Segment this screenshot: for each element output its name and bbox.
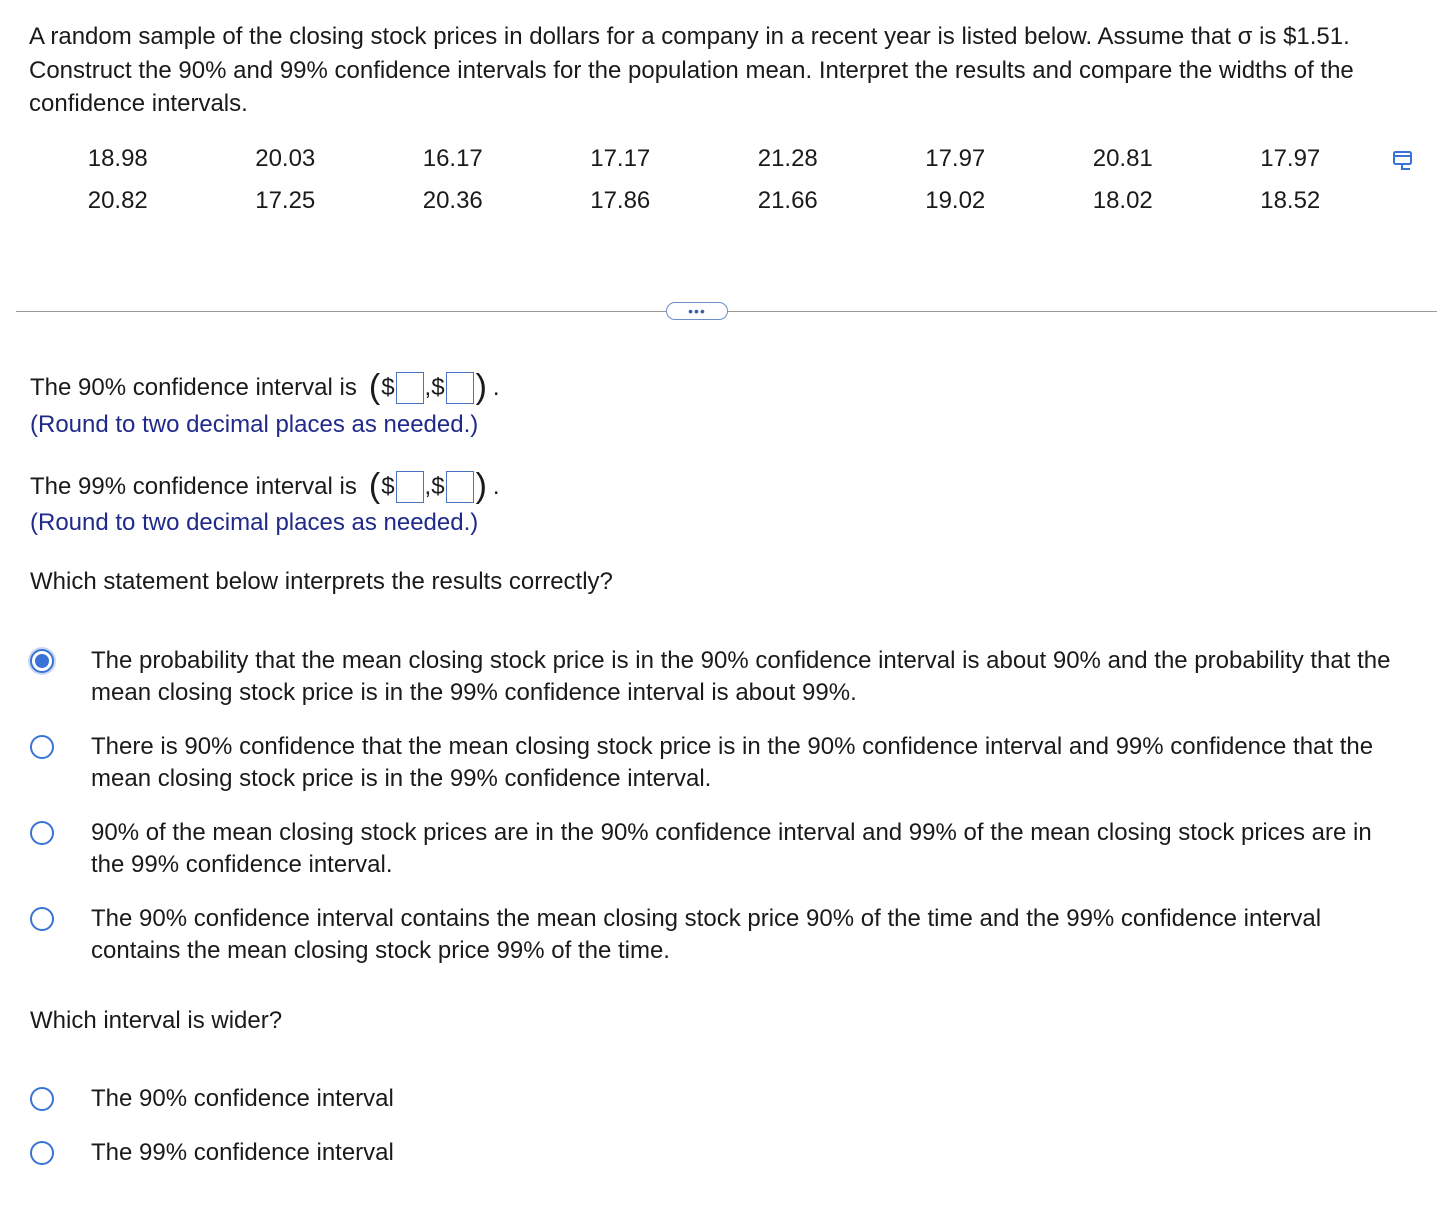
ci99-line (30, 467, 500, 505)
table-row (34, 180, 1374, 222)
data-cell: 18.98 (87, 145, 148, 172)
radio-button[interactable] (30, 821, 54, 845)
data-cell: 16.17 (422, 145, 483, 172)
copy-data-icon[interactable] (1391, 148, 1415, 172)
data-cell: 18.02 (1092, 187, 1153, 214)
radio-button[interactable] (30, 1141, 54, 1165)
radio-button[interactable] (30, 735, 54, 759)
wider-option-99[interactable] (30, 1137, 1430, 1169)
question-text: A random sample of the closing stock prices in dollars for a company in a recent year is listed below. Assume that σ is $1.51. Construct the 90% and 99% confidence intervals for the population mean. Interpret the results and compare the widths of the confidence intervals. (29, 23, 1354, 117)
interpret-prompt: Which statement below interprets the results correctly? (30, 568, 613, 595)
ci90-lower-input[interactable] (396, 372, 424, 404)
data-cell: 17.25 (255, 187, 316, 214)
interpret-option-a[interactable] (30, 645, 1430, 709)
option-label: There is 90% confidence that the mean closing stock price is in the 90% confidence interval and 99% confidence that the mean closing stock price is in the 99% confidence interval. (91, 733, 1374, 792)
data-cell: 21.28 (757, 145, 818, 172)
data-cell: 17.86 (590, 187, 651, 214)
data-cell: 17.17 (590, 145, 651, 172)
data-cell: 20.82 (87, 187, 148, 214)
data-cell: 17.97 (1260, 145, 1321, 172)
option-label: 90% of the mean closing stock prices are in the 90% confidence interval and 99% of the mean closing stock prices are in the 99% confidence interval. (91, 819, 1372, 878)
data-cell: 20.36 (422, 187, 483, 214)
ci99-upper-input[interactable] (446, 471, 474, 503)
ci99-close-paren: ) (475, 467, 487, 505)
option-label: The probability that the mean closing stock price is in the 90% confidence interval is about 90% and the probability that the mean closing stock price is in the 99% confidence interval is about 99%. (91, 647, 1391, 706)
table-row (34, 138, 1374, 180)
ci90-comma: , (424, 374, 432, 401)
ci99-lower-input[interactable] (396, 471, 424, 503)
option-label: The 90% confidence interval (91, 1085, 394, 1112)
interpret-option-c[interactable] (30, 817, 1430, 881)
ci90-period: . (492, 374, 500, 401)
ci90-lower-dollar: $ (381, 374, 395, 401)
ci99-period: . (492, 473, 500, 500)
data-cell: 19.02 (925, 187, 986, 214)
ci90-upper-dollar: $ (431, 374, 445, 401)
data-cell: 20.03 (255, 145, 316, 172)
radio-button[interactable] (30, 649, 54, 673)
data-table (34, 138, 1374, 222)
data-cell: 21.66 (757, 187, 818, 214)
ci99-comma: , (424, 473, 432, 500)
ci90-upper-input[interactable] (446, 372, 474, 404)
ci90-line (30, 368, 500, 406)
ci90-label: The 90% confidence interval is (30, 374, 357, 401)
expand-more-button[interactable]: ••• (666, 302, 728, 320)
ci99-label: The 99% confidence interval is (30, 473, 357, 500)
wider-option-90[interactable] (30, 1083, 1430, 1115)
radio-button[interactable] (30, 907, 54, 931)
ci90-open-paren: ( (368, 368, 381, 406)
ci90-round-hint: (Round to two decimal places as needed.) (30, 411, 479, 438)
wider-prompt: Which interval is wider? (30, 1007, 283, 1034)
option-label: The 90% confidence interval contains the mean closing stock price 90% of the time and the 99% confidence interval contains the mean closing stock price 99% of the time. (91, 905, 1322, 964)
ci99-upper-dollar: $ (431, 473, 445, 500)
interpret-option-b[interactable] (30, 731, 1430, 795)
ci90-close-paren: ) (475, 368, 487, 406)
ci99-open-paren: ( (368, 467, 381, 505)
data-cell: 17.97 (925, 145, 986, 172)
option-label: The 99% confidence interval (91, 1139, 394, 1166)
data-cell: 18.52 (1260, 187, 1321, 214)
interpret-option-d[interactable] (30, 903, 1430, 967)
ci99-round-hint: (Round to two decimal places as needed.) (30, 509, 479, 536)
data-cell: 20.81 (1092, 145, 1153, 172)
ci99-lower-dollar: $ (381, 473, 395, 500)
radio-button[interactable] (30, 1087, 54, 1111)
